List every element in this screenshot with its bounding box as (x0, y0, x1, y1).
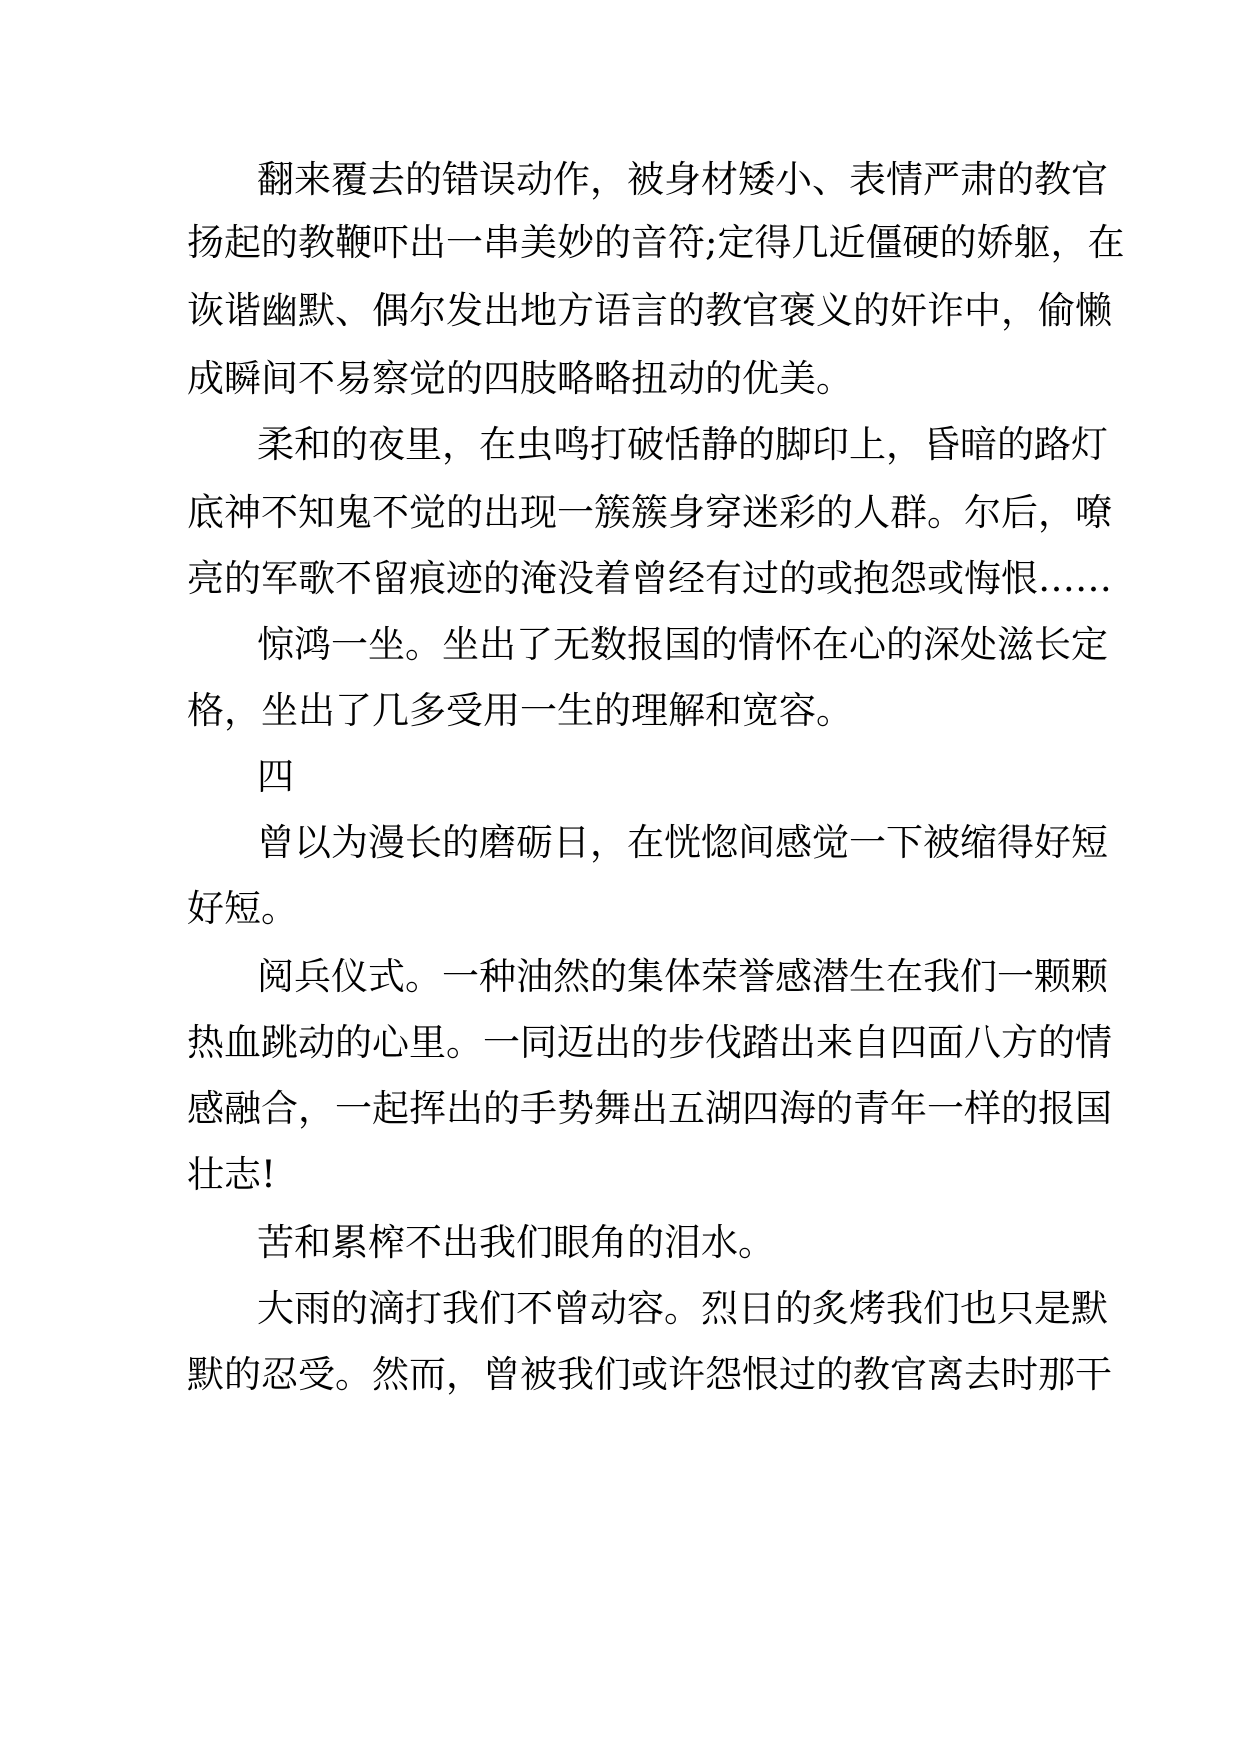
paragraph-line: 成瞬间不易察觉的四肢略略扭动的优美。 (187, 357, 853, 400)
paragraph-line: 阅兵仪式。一种油然的集体荣誉感潜生在我们一颗颗 (257, 955, 1108, 998)
paragraph-line: 格，坐出了几多受用一生的理解和宽容。 (187, 689, 853, 732)
paragraph-line: 柔和的夜里，在虫鸣打破恬静的脚印上，昏暗的路灯 (257, 423, 1108, 466)
paragraph-line: 曾以为漫长的磨砺日，在恍惚间感觉一下被缩得好短 (257, 821, 1108, 864)
paragraph-line: 感融合，一起挥出的手势舞出五湖四海的青年一样的报国 (187, 1087, 1112, 1130)
paragraph-line: 大雨的滴打我们不曾动容。烈日的炙烤我们也只是默 (257, 1287, 1108, 1330)
paragraph-line: 壮志! (187, 1153, 276, 1196)
paragraph-line: 好短。 (187, 887, 298, 930)
paragraph-line: 诙谐幽默、偶尔发出地方语言的教官褒义的奸诈中，偷懒 (187, 289, 1112, 332)
section-number: 四 (257, 755, 294, 798)
paragraph-line: 底神不知鬼不觉的出现一簇簇身穿迷彩的人群。尔后，嘹 (187, 491, 1112, 534)
paragraph-line: 热血跳动的心里。一同迈出的步伐踏出来自四面八方的情 (187, 1021, 1112, 1064)
paragraph-line: 扬起的教鞭吓出一串美妙的音符;定得几近僵硬的娇躯，在 (187, 221, 1125, 264)
paragraph-line: 惊鸿一坐。坐出了无数报国的情怀在心的深处滋长定 (257, 623, 1108, 666)
paragraph-line: 亮的军歌不留痕迹的淹没着曾经有过的或抱怨或悔恨…… (187, 557, 1112, 600)
paragraph-line: 默的忍受。然而，曾被我们或许怨恨过的教官离去时那干 (187, 1353, 1112, 1396)
paragraph-line: 翻来覆去的错误动作，被身材矮小、表情严肃的教官 (257, 158, 1108, 201)
paragraph-line: 苦和累榨不出我们眼角的泪水。 (257, 1221, 775, 1264)
